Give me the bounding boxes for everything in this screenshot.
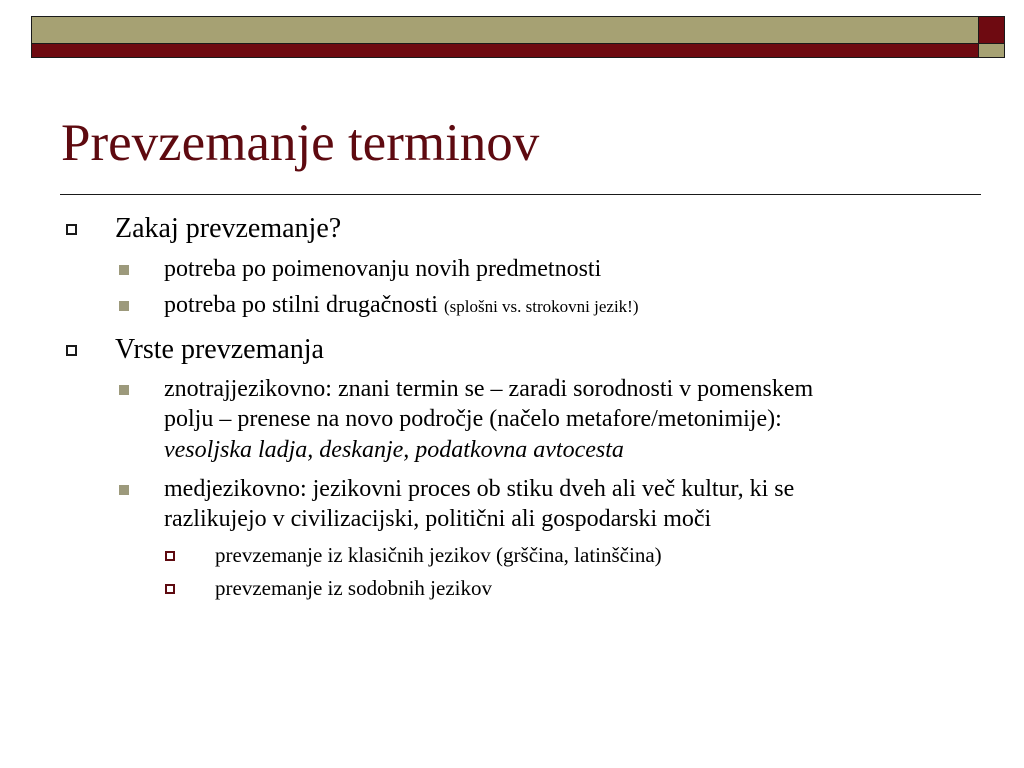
filled-square-bullet-icon	[119, 385, 129, 395]
hollow-square-bullet-icon	[66, 224, 77, 235]
header-bar-dark-red	[31, 43, 979, 58]
sub-bullet-stilna-drugacnost	[164, 290, 639, 322]
sub-bullet-poimenovanje: potreba po poimenovanju novih predmetnosti	[164, 256, 602, 282]
sub-bullet-znotrajjezikovno-line2: polju – prenese na novo področje (načelo metafore/metonimije):	[164, 406, 782, 432]
filled-square-bullet-icon	[119, 485, 129, 495]
header-bar-olive	[31, 16, 979, 44]
sub-bullet-medjezikovno-line2: razlikujejo v civilizacijski, politični ali gospodarski moči	[164, 506, 712, 532]
sub-bullet-medjezikovno-line1: medjezikovno: jezikovni proces ob stiku dveh ali več kultur, ki se	[164, 476, 795, 502]
header-square-olive	[978, 43, 1005, 58]
filled-square-bullet-icon	[119, 301, 129, 311]
sub-bullet-stilna-drugacnost-text: potreba po stilni drugačnosti	[164, 292, 444, 318]
sub-bullet-stilna-drugacnost-note: (splošni vs. strokovni jezik!)	[443, 297, 639, 316]
sub-sub-bullet-klasicni-jeziki: prevzemanje iz klasičnih jezikov (grščina, latinščina)	[215, 543, 662, 567]
hollow-square-bullet-icon	[66, 345, 77, 356]
hollow-square-bullet-icon	[165, 584, 175, 594]
sub-bullet-znotrajjezikovno-example: vesoljska ladja, deskanje, podatkovna avtocesta	[164, 437, 624, 463]
title-divider	[60, 194, 981, 195]
sub-sub-bullet-sodobni-jeziki: prevzemanje iz sodobnih jezikov	[215, 576, 492, 600]
sub-bullet-znotrajjezikovno-line1: znotrajjezikovno: znani termin se – zaradi sorodnosti v pomenskem	[164, 376, 814, 402]
hollow-square-bullet-icon	[165, 551, 175, 561]
filled-square-bullet-icon	[119, 265, 129, 275]
bullet-zakaj-prevzemanje: Zakaj prevzemanje?	[115, 213, 342, 244]
header-square-dark-red	[978, 16, 1005, 44]
bullet-vrste-prevzemanja: Vrste prevzemanja	[115, 334, 324, 365]
slide-title: Prevzemanje terminov	[61, 114, 540, 172]
